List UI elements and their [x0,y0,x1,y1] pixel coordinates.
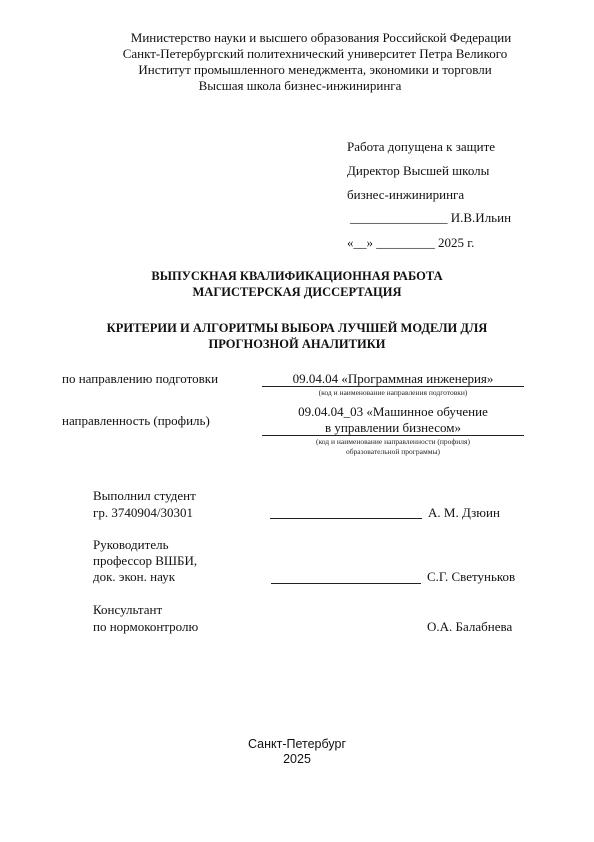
work-type-line-1: ВЫПУСКНАЯ КВАЛИФИКАЦИОННАЯ РАБОТА [151,269,443,283]
direction-underline [262,386,524,387]
student-name: А. М. Дзюин [428,505,500,520]
student-label-line-2: гр. 3740904/30301 [93,505,193,520]
direction-label: по направлению подготовки [62,371,219,386]
supervisor-name: С.Г. Светуньков [427,569,516,584]
profile-label: направленность (профиль) [62,413,210,428]
profile-value-line-1: 09.04.04_03 «Машинное обучение [298,404,488,419]
work-type-line-2: МАГИСТЕРСКАЯ ДИССЕРТАЦИЯ [192,285,402,299]
topic-line-1: КРИТЕРИИ И АЛГОРИТМЫ ВЫБОРА ЛУЧШЕЙ МОДЕЛИ ДЛЯ [106,321,488,335]
director-signature: _______________ И.В.Ильин [350,210,512,225]
institute-line: Институт промышленного менеджмента, экономики и торговли [138,62,492,77]
university-line: Санкт-Петербургский политехнический университет Петра Великого [122,46,508,61]
profile-caption-line-2: образовательной программы) [345,447,440,456]
approval-line-1: Работа допущена к защите [347,139,496,154]
supervisor-signature-line [271,583,421,584]
consultant-label-line-1: Консультант [93,602,163,617]
approval-line-3: бизнес-инжиниринга [347,187,465,202]
approval-date: «__» _________ 2025 г. [347,235,475,250]
profile-caption-line-1: (код и наименование направленности (профиля) [316,437,470,446]
footer-year: 2025 [283,752,311,766]
consultant-name: О.А. Балабнева [427,619,513,634]
supervisor-label-line-3: док. экон. наук [93,569,176,584]
approval-line-2: Директор Высшей школы [347,163,490,178]
direction-caption: (код и наименование направления подготовки) [318,388,468,397]
supervisor-label-line-1: Руководитель [93,537,169,552]
school-line: Высшая школа бизнес-инжиниринга [198,78,402,93]
profile-value-line-2: в управлении бизнесом» [325,420,461,435]
profile-underline [262,435,524,436]
footer-city: Санкт-Петербург [247,737,347,751]
consultant-label-line-2: по нормоконтролю [93,619,199,634]
student-label-line-1: Выполнил студент [93,488,196,503]
student-signature-line [270,518,422,519]
ministry-line: Министерство науки и высшего образования Российской Федерации [130,30,512,45]
supervisor-label-line-2: профессор ВШБИ, [93,553,198,568]
direction-value: 09.04.04 «Программная инженерия» [292,371,494,386]
topic-line-2: ПРОГНОЗНОЙ АНАЛИТИКИ [208,337,386,351]
